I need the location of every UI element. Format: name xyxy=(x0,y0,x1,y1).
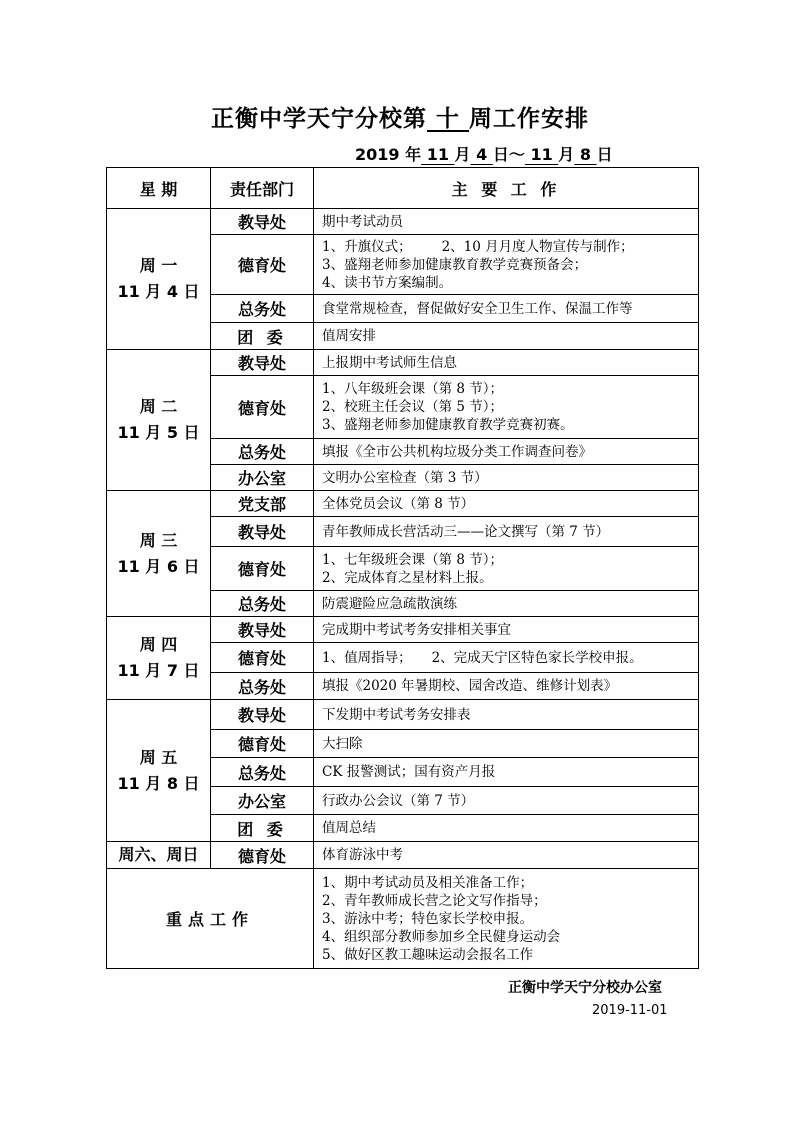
list-item: 4、组织部分教师参加乡全民健身运动会 xyxy=(322,928,561,945)
dept-cell: 团 委 xyxy=(211,815,314,842)
work-cell: 大扫除 xyxy=(314,730,699,758)
dept-cell: 德育处 xyxy=(211,842,314,869)
dept-cell: 总务处 xyxy=(211,295,314,323)
dept-cell: 办公室 xyxy=(211,787,314,815)
day-friday: 周 五 11 月 8 日 xyxy=(107,700,211,842)
office-signature: 正衡中学天宁分校办公室 xyxy=(508,980,662,996)
table-row xyxy=(107,617,699,643)
table-row xyxy=(107,842,699,869)
work-cell: 食堂常规检查，督促做好安全卫生工作、保温工作等 xyxy=(314,295,699,323)
week-number: 十 xyxy=(436,105,460,132)
work-cell: 期中考试动员 xyxy=(314,209,699,235)
page-title: 正衡中学天宁分校第 十 周工作安排 xyxy=(210,105,590,132)
dept-cell: 党支部 xyxy=(211,491,314,517)
dept-cell: 德育处 xyxy=(211,730,314,758)
list-item: 5、做好区教工趣味运动会报名工作 xyxy=(322,946,534,963)
dept-cell: 德育处 xyxy=(211,643,314,673)
day-weekend: 周六、周日 xyxy=(107,842,211,869)
work-cell: 全体党员会议（第 8 节） xyxy=(314,491,699,517)
header-dept: 责任部门 xyxy=(211,168,314,209)
table-row xyxy=(107,700,699,730)
dept-cell: 教导处 xyxy=(211,517,314,547)
header-work: 主 要 工 作 xyxy=(314,168,699,209)
date-range: 2019 年 11 月 4 日～ 11 月 8 日 xyxy=(355,145,613,164)
header-row xyxy=(107,168,699,209)
header-day: 星 期 xyxy=(107,168,211,209)
day-tuesday: 周 二 11 月 5 日 xyxy=(107,350,211,491)
dept-cell: 教导处 xyxy=(211,700,314,730)
dept-cell: 德育处 xyxy=(211,547,314,591)
work-cell: 填报《全市公共机构垃圾分类工作调查问卷》 xyxy=(314,439,699,465)
list-item: 1、期中考试动员及相关准备工作； xyxy=(322,874,534,891)
focus-row xyxy=(107,869,699,969)
work-cell: 防震避险应急疏散演练 xyxy=(314,591,699,617)
work-cell: 上报期中考试师生信息 xyxy=(314,350,699,376)
table-row xyxy=(107,209,699,235)
work-cell: 1、七年级班会课（第 8 节）； 2、完成体育之星材料上报。 xyxy=(314,547,699,591)
day-thursday: 周 四 11 月 7 日 xyxy=(107,617,211,700)
day-monday: 周 一 11 月 4 日 xyxy=(107,209,211,350)
work-cell: 1、八年级班会课（第 8 节）； 2、校班主任会议（第 5 节）； 3、盛翔老师参加健康教育教学竞赛初赛。 xyxy=(314,376,699,439)
dept-cell: 团 委 xyxy=(211,323,314,350)
focus-label: 重点工作 xyxy=(107,869,314,969)
dept-cell: 总务处 xyxy=(211,758,314,787)
dept-cell: 德育处 xyxy=(211,376,314,439)
schedule-table xyxy=(106,167,699,969)
dept-cell: 总务处 xyxy=(211,591,314,617)
list-item: 2、青年教师成长营之论文写作指导； xyxy=(322,892,547,909)
list-item: 3、游泳中考；特色家长学校申报。 xyxy=(322,910,534,927)
dept-cell: 办公室 xyxy=(211,465,314,491)
work-cell: 下发期中考试考务安排表 xyxy=(314,700,699,730)
dept-cell: 总务处 xyxy=(211,439,314,465)
dept-cell: 教导处 xyxy=(211,209,314,235)
dept-cell: 总务处 xyxy=(211,673,314,700)
work-cell: 填报《2020 年暑期校、园舍改造、维修计划表》 xyxy=(314,673,699,700)
day-wednesday: 周 三 11 月 6 日 xyxy=(107,491,211,617)
table-row xyxy=(107,350,699,376)
work-cell: CK 报警测试；国有资产月报 xyxy=(314,758,699,787)
work-cell: 1、升旗仪式； 2、10 月月度人物宣传与制作； 3、盛翔老师参加健康教育教学竞赛预备会； 4、读书节方案编制。 xyxy=(314,235,699,295)
work-cell: 1、值周指导； 2、完成天宁区特色家长学校申报。 xyxy=(314,643,699,673)
work-cell: 值周安排 xyxy=(314,323,699,350)
dept-cell: 教导处 xyxy=(211,350,314,376)
work-cell: 体育游泳中考 xyxy=(314,842,699,869)
issue-date: 2019-11-01 xyxy=(592,1003,668,1018)
dept-cell: 德育处 xyxy=(211,235,314,295)
table-row xyxy=(107,491,699,517)
work-cell: 青年教师成长营活动三——论文撰写（第 7 节） xyxy=(314,517,699,547)
work-cell: 行政办公会议（第 7 节） xyxy=(314,787,699,815)
focus-list xyxy=(314,869,699,969)
work-cell: 值周总结 xyxy=(314,815,699,842)
work-cell: 完成期中考试考务安排相关事宜 xyxy=(314,617,699,643)
dept-cell: 教导处 xyxy=(211,617,314,643)
work-cell: 文明办公室检查（第 3 节） xyxy=(314,465,699,491)
